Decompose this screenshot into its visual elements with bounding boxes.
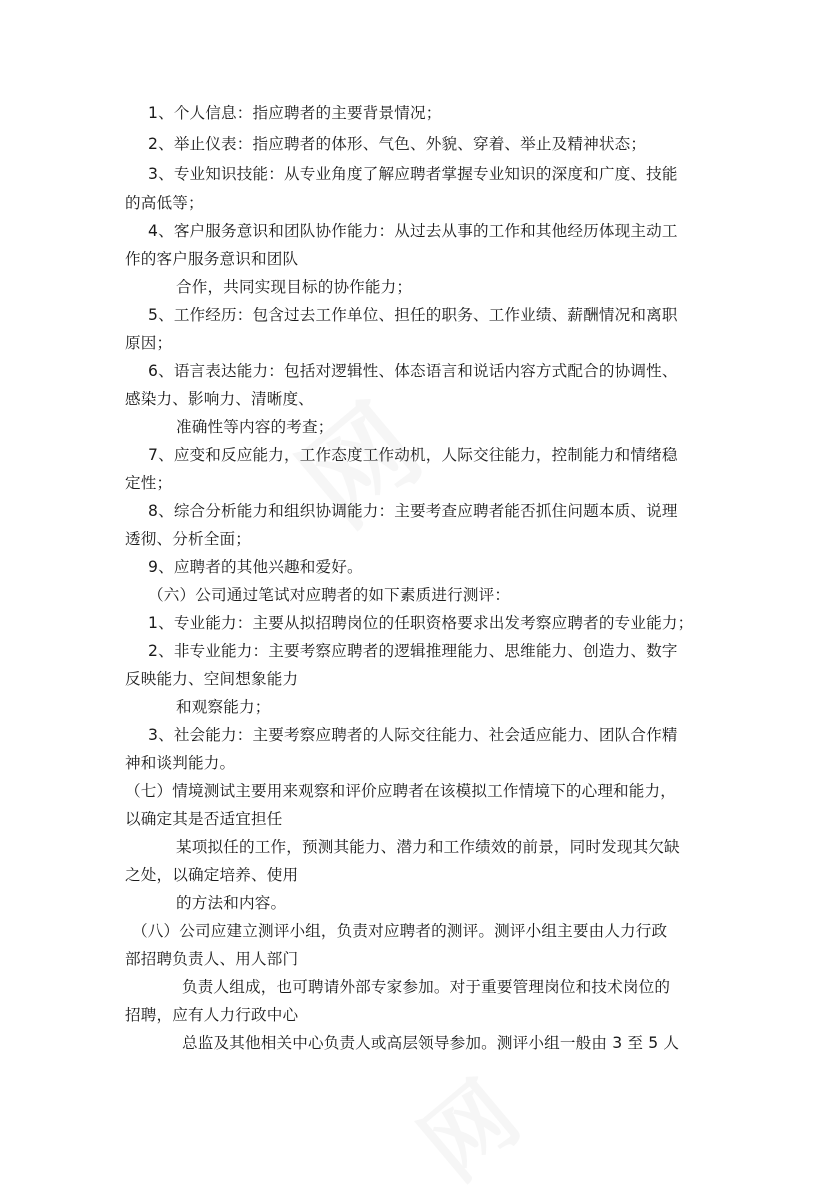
- text-line: 2、举止仪表：指应聘者的体形、气色、外貌、穿着、举止及精神状态；: [148, 135, 647, 153]
- text-line: （八）公司应建立测评小组，负责对应聘者的测评。测评小组主要由人力行政: [132, 922, 668, 940]
- text-line: 和观察能力；: [176, 698, 271, 716]
- text-line: 4、客户服务意识和团队协作能力：从过去从事的工作和其他经历体现主动工: [148, 222, 678, 240]
- text-line: 准确性等内容的考查；: [176, 418, 334, 436]
- text-line: 某项拟任的工作，预测其能力、潜力和工作绩效的前景，同时发现其欠缺: [176, 838, 680, 856]
- text-line: 以确定其是否适宜担任: [125, 810, 283, 828]
- text-line: 1、个人信息：指应聘者的主要背景情况；: [148, 104, 442, 122]
- text-line: 的高低等；: [125, 194, 204, 212]
- watermark-mark-2: [389, 1046, 542, 1203]
- text-line: 2、非专业能力：主要考察应聘者的逻辑推理能力、思维能力、创造力、数字: [148, 642, 678, 660]
- text-line: 合作，共同实现目标的协作能力；: [176, 278, 413, 296]
- text-line: 6、语言表达能力：包括对逻辑性、体态语言和说话内容方式配合的协调性、: [148, 362, 678, 380]
- text-line: 1、专业能力：主要从拟招聘岗位的任职资格要求出发考察应聘者的专业能力；: [148, 614, 694, 632]
- text-line: 负责人组成，也可聘请外部专家参加。对于重要管理岗位和技术岗位的: [182, 978, 671, 996]
- text-line: 原因；: [125, 334, 173, 352]
- text-line: 总监及其他相关中心负责人或高层领导参加。测评小组一般由 3 至 5 人: [182, 1034, 680, 1052]
- text-line: 8、综合分析能力和组织协调能力：主要考查应聘者能否抓住问题本质、说理: [148, 502, 678, 520]
- text-line: 9、应聘者的其他兴趣和爱好。: [148, 558, 363, 576]
- text-line: （七）情境测试主要用来观察和评价应聘者在该模拟工作情境下的心理和能力，: [125, 782, 677, 800]
- text-line: 反映能力、空间想象能力: [125, 670, 299, 688]
- text-line: （六）公司通过笔试对应聘者的如下素质进行测评：: [148, 586, 511, 604]
- text-line: 部招聘负责人、用人部门: [125, 950, 299, 968]
- text-line: 神和谈判能力。: [125, 754, 236, 772]
- text-line: 透彻、分析全面；: [125, 530, 251, 548]
- text-line: 3、社会能力：主要考察应聘者的人际交往能力、社会适应能力、团队合作精: [148, 726, 678, 744]
- text-line: 招聘，应有人力行政中心: [125, 1006, 299, 1024]
- text-line: 定性；: [125, 474, 173, 492]
- text-line: 感染力、影响力、清晰度、: [125, 390, 314, 408]
- text-line: 的方法和内容。: [176, 894, 287, 912]
- text-line: 之处，以确定培养、使用: [125, 866, 299, 884]
- text-line: 5、工作经历：包含过去工作单位、担任的职务、工作业绩、薪酬情况和离职: [148, 306, 678, 324]
- text-line: 作的客户服务意识和团队: [125, 250, 299, 268]
- text-line: 3、专业知识技能：从专业角度了解应聘者掌握专业知识的深度和广度、技能: [148, 165, 678, 183]
- text-line: 7、应变和反应能力，工作态度工作动机，人际交往能力，控制能力和情绪稳: [148, 446, 678, 464]
